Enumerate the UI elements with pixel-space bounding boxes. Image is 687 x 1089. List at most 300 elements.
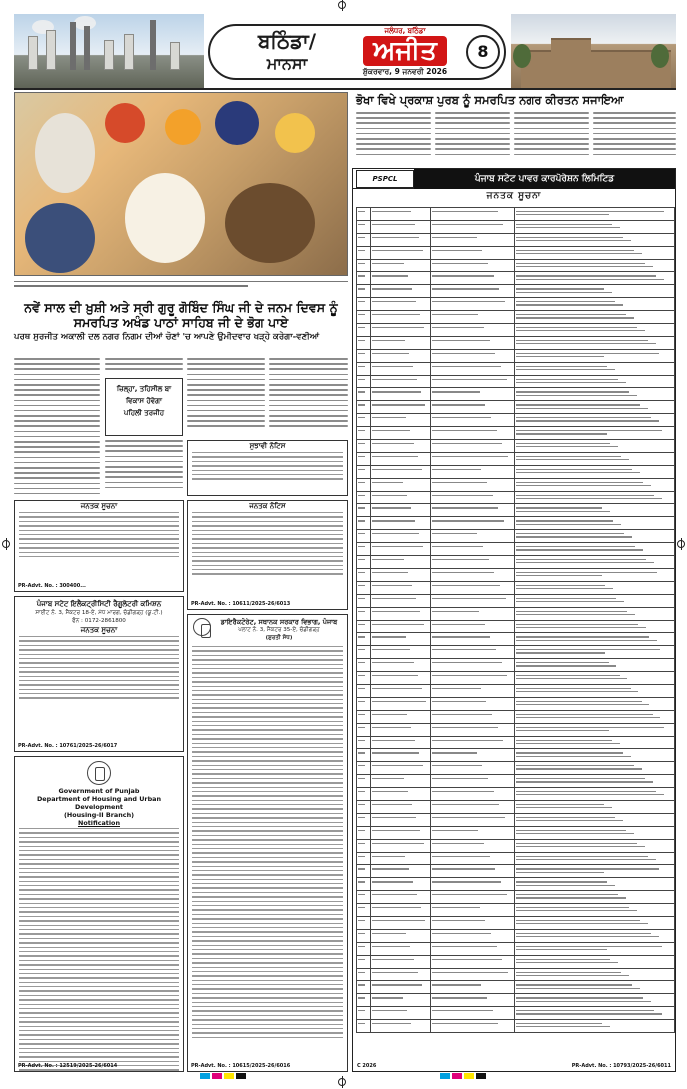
- pspcl-footer-left: C 2026: [357, 1063, 377, 1069]
- table-cell: [431, 607, 515, 620]
- table-cell: [357, 916, 371, 929]
- table-cell: [431, 568, 515, 581]
- table-row: [357, 672, 675, 685]
- table-cell: [431, 246, 515, 259]
- table-cell: [431, 800, 515, 813]
- table-cell: [357, 568, 371, 581]
- notice-title: ਜਨਤਕ ਸੂਚਨਾ: [80, 502, 118, 510]
- table-row: [357, 775, 675, 788]
- table-cell: [515, 904, 675, 917]
- table-cell: [371, 981, 431, 994]
- masthead: [14, 14, 676, 90]
- table-row: [357, 336, 675, 349]
- table-cell: [431, 440, 515, 453]
- table-cell: [431, 465, 515, 478]
- table-cell: [371, 259, 431, 272]
- table-cell: [371, 208, 431, 221]
- table-cell: [431, 891, 515, 904]
- table-cell: [515, 865, 675, 878]
- table-cell: [515, 955, 675, 968]
- table-cell: [357, 891, 371, 904]
- notice-title: ਸੁਝਾਵੀ ਨੋਟਿਸ: [249, 442, 286, 450]
- table-cell: [515, 775, 675, 788]
- table-row: [357, 349, 675, 362]
- article-column: [435, 112, 510, 164]
- brand-block: [350, 26, 460, 78]
- table-cell: [357, 942, 371, 955]
- table-cell: [515, 568, 675, 581]
- table-cell: [371, 414, 431, 427]
- table-cell: [371, 233, 431, 246]
- table-cell: [431, 543, 515, 556]
- table-cell: [357, 684, 371, 697]
- table-cell: [431, 388, 515, 401]
- table-cell: [515, 684, 675, 697]
- main-headline: ਨਵੇਂ ਸਾਲ ਦੀ ਖ਼ੁਸ਼ੀ ਅਤੇ ਸ੍ਰੀ ਗੁਰੂ ਗੋਬਿੰਦ ਸਿੰਘ ਜੀ ਦੇ ਜਨਮ ਦਿਵਸ ਨੂੰ ਸਮਰਪਿਤ ਅਖੰਡ ਪਾਠਾਂ ਸਾਹਿਬ ਜੀ ਦੇ ਭੋਗ ਪਾਏ: [24, 300, 338, 330]
- table-cell: [515, 800, 675, 813]
- table-cell: [371, 723, 431, 736]
- table-cell: [371, 633, 431, 646]
- table-cell: [431, 968, 515, 981]
- table-cell: [515, 375, 675, 388]
- table-cell: [515, 414, 675, 427]
- table-cell: [357, 878, 371, 891]
- table-cell: [371, 878, 431, 891]
- table-cell: [431, 904, 515, 917]
- table-cell: [371, 336, 431, 349]
- table-cell: [515, 478, 675, 491]
- table-row: [357, 388, 675, 401]
- table-row: [357, 1007, 675, 1020]
- table-cell: [371, 375, 431, 388]
- table-row: [357, 556, 675, 569]
- pull-quote-line: ਜ਼ਿਲ੍ਹਾ, ਤਹਿਸੀਲ ਬਾ: [116, 385, 172, 393]
- notice-advt-number: PR-Advt. No. : 10615/2025-26/6016: [191, 1063, 291, 1069]
- table-cell: [431, 517, 515, 530]
- table-cell: [371, 465, 431, 478]
- table-cell: [357, 749, 371, 762]
- table-cell: [515, 246, 675, 259]
- table-cell: [431, 646, 515, 659]
- table-cell: [515, 298, 675, 311]
- fort-photo: [511, 14, 676, 88]
- notice-title: (Housing-II Branch): [63, 811, 135, 819]
- table-cell: [371, 955, 431, 968]
- table-cell: [515, 581, 675, 594]
- table-cell: [431, 865, 515, 878]
- notice-advt-number: PR-Advt. No. : 300400...: [18, 583, 86, 589]
- table-row: [357, 414, 675, 427]
- table-cell: [515, 388, 675, 401]
- notice-title: ਡਾਇਰੈਕਟੋਰੇਟ, ਸਥਾਨਕ ਸਰਕਾਰ ਵਿਭਾਗ, ਪੰਜਾਬ: [220, 618, 338, 626]
- table-cell: [515, 788, 675, 801]
- table-cell: [515, 452, 675, 465]
- table-row: [357, 285, 675, 298]
- table-cell: [431, 452, 515, 465]
- notice-title: Notification: [77, 819, 120, 827]
- table-row: [357, 955, 675, 968]
- table-cell: [357, 375, 371, 388]
- table-cell: [431, 581, 515, 594]
- table-cell: [431, 620, 515, 633]
- table-cell: [371, 968, 431, 981]
- table-row: [357, 543, 675, 556]
- table-cell: [357, 865, 371, 878]
- table-row: [357, 865, 675, 878]
- table-cell: [431, 749, 515, 762]
- table-cell: [371, 607, 431, 620]
- article-column: [14, 358, 100, 498]
- edition-line-2: ਮਾਨਸਾ: [266, 54, 308, 73]
- table-cell: [371, 440, 431, 453]
- table-cell: [515, 633, 675, 646]
- table-row: [357, 929, 675, 942]
- table-cell: [357, 813, 371, 826]
- photo-caption: [14, 278, 348, 287]
- table-cell: [371, 1007, 431, 1020]
- table-cell: [371, 916, 431, 929]
- table-cell: [371, 452, 431, 465]
- masthead-title: [208, 24, 506, 80]
- table-cell: [357, 1007, 371, 1020]
- table-cell: [515, 620, 675, 633]
- table-row: [357, 491, 675, 504]
- table-row: [357, 878, 675, 891]
- table-cell: [431, 233, 515, 246]
- table-cell: [357, 556, 371, 569]
- tender-notice: [14, 500, 184, 592]
- table-cell: [357, 839, 371, 852]
- table-row: [357, 697, 675, 710]
- table-cell: [371, 568, 431, 581]
- table-row: [357, 220, 675, 233]
- table-cell: [357, 388, 371, 401]
- table-cell: [371, 620, 431, 633]
- table-cell: [515, 736, 675, 749]
- table-cell: [357, 788, 371, 801]
- page-number: 8: [466, 35, 500, 69]
- table-cell: [357, 929, 371, 942]
- table-row: [357, 208, 675, 221]
- table-cell: [371, 491, 431, 504]
- table-cell: [515, 543, 675, 556]
- table-cell: [371, 388, 431, 401]
- table-cell: [371, 362, 431, 375]
- table-cell: [515, 646, 675, 659]
- table-cell: [371, 839, 431, 852]
- table-cell: [357, 285, 371, 298]
- pull-quote-line: ਵਿਕਾਸ ਹੋਵੇਗਾ: [125, 397, 163, 405]
- table-cell: [431, 942, 515, 955]
- table-cell: [515, 440, 675, 453]
- table-cell: [515, 259, 675, 272]
- pspcl-logo: PSPCL: [356, 170, 414, 188]
- table-cell: [357, 220, 371, 233]
- table-cell: [515, 504, 675, 517]
- table-row: [357, 607, 675, 620]
- table-row: [357, 246, 675, 259]
- notice-title: ਪੰਜਾਬ ਸਟੇਟ ਇਲੈਕਟ੍ਰੀਸਿਟੀ ਰੈਗੂਲੇਟਰੀ ਕਮਿਸ਼ਨ: [36, 600, 162, 608]
- second-headline: ਪਰਥ ਸੁਰਜੀਤ ਅਕਾਲੀ ਦਲ ਨਗਰ ਨਿਗਮ ਦੀਆਂ ਚੋਣਾਂ 'ਚ ਆਪਣੇ ਉਮੀਦਵਾਰ ਖੜ੍ਹੇ ਕਰੇਗਾ-ਵਣੀਆਂ: [14, 332, 320, 342]
- thermal-plant-photo: [14, 14, 204, 88]
- table-cell: [357, 259, 371, 272]
- table-cell: [515, 723, 675, 736]
- table-row: [357, 504, 675, 517]
- table-cell: [515, 233, 675, 246]
- table-cell: [431, 723, 515, 736]
- table-row: [357, 659, 675, 672]
- table-cell: [357, 672, 371, 685]
- table-cell: [371, 775, 431, 788]
- table-cell: [515, 530, 675, 543]
- table-cell: [515, 672, 675, 685]
- table-row: [357, 233, 675, 246]
- table-cell: [431, 349, 515, 362]
- notice-address: ਪਲਾਟ ਨੰ. 3, ਸੈਕਟਰ 35-ਏ, ਚੰਡੀਗੜ੍ਹ: [238, 627, 320, 633]
- table-cell: [357, 543, 371, 556]
- table-row: [357, 259, 675, 272]
- table-cell: [357, 272, 371, 285]
- pspcl-footer-advt: PR-Advt. No. : 10793/2025-26/6011: [571, 1063, 671, 1069]
- table-cell: [431, 775, 515, 788]
- table-cell: [371, 736, 431, 749]
- table-cell: [431, 401, 515, 414]
- table-cell: [357, 659, 371, 672]
- pull-quote-line: ਪਹਿਲੀ ਤਰਜੀਹ: [123, 409, 165, 417]
- pspcl-header: [353, 169, 675, 189]
- table-cell: [371, 800, 431, 813]
- article-column: [105, 358, 183, 376]
- table-cell: [515, 324, 675, 337]
- table-row: [357, 826, 675, 839]
- table-cell: [431, 710, 515, 723]
- table-row: [357, 839, 675, 852]
- table-cell: [515, 762, 675, 775]
- table-cell: [515, 878, 675, 891]
- table-cell: [431, 259, 515, 272]
- table-cell: [371, 788, 431, 801]
- table-row: [357, 452, 675, 465]
- table-cell: [515, 427, 675, 440]
- table-cell: [371, 543, 431, 556]
- table-cell: [515, 813, 675, 826]
- table-cell: [371, 646, 431, 659]
- table-cell: [431, 220, 515, 233]
- notice-title: Government of Punjab: [58, 787, 140, 795]
- table-cell: [357, 414, 371, 427]
- table-cell: [515, 710, 675, 723]
- table-cell: [515, 272, 675, 285]
- table-cell: [515, 285, 675, 298]
- table-cell: [431, 478, 515, 491]
- table-cell: [431, 994, 515, 1007]
- table-row: [357, 478, 675, 491]
- notice-advt-number: PR-Advt. No. : 10761/2025-26/6017: [18, 743, 118, 749]
- notice-phone: ਫੋਨ : 0172-2861800: [72, 617, 126, 624]
- table-cell: [515, 517, 675, 530]
- table-row: [357, 1020, 675, 1033]
- table-row: [357, 646, 675, 659]
- table-row: [357, 800, 675, 813]
- table-cell: [431, 1020, 515, 1033]
- pspcl-name: ਪੰਜਾਬ ਸਟੇਟ ਪਾਵਰ ਕਾਰਪੋਰੇਸ਼ਨ ਲਿਮਿਟਿਡ: [414, 169, 675, 189]
- table-row: [357, 684, 675, 697]
- table-cell: [515, 556, 675, 569]
- table-cell: [431, 852, 515, 865]
- table-cell: [515, 891, 675, 904]
- table-cell: [431, 813, 515, 826]
- table-cell: [371, 762, 431, 775]
- table-cell: [515, 1007, 675, 1020]
- table-cell: [371, 504, 431, 517]
- table-cell: [371, 220, 431, 233]
- table-cell: [371, 594, 431, 607]
- table-row: [357, 891, 675, 904]
- table-cell: [431, 633, 515, 646]
- table-cell: [431, 839, 515, 852]
- table-row: [357, 298, 675, 311]
- notice-subtitle: ਜਨਤਕ ਸੂਚਨਾ: [80, 626, 118, 634]
- brand-city: ਜਲੰਧਰ, ਬਠਿੰਡਾ: [384, 27, 426, 35]
- table-cell: [431, 736, 515, 749]
- table-row: [357, 311, 675, 324]
- table-row: [357, 749, 675, 762]
- table-row: [357, 813, 675, 826]
- notice-title: ਜਨਤਕ ਨੋਟਿਸ: [249, 502, 286, 510]
- issue-date: ਸ਼ੁੱਕਰਵਾਰ, 9 ਜਨਵਰੀ 2026: [362, 67, 448, 76]
- table-cell: [371, 581, 431, 594]
- table-cell: [431, 955, 515, 968]
- table-cell: [357, 581, 371, 594]
- table-cell: [431, 285, 515, 298]
- table-cell: [515, 659, 675, 672]
- public-notice: [187, 500, 348, 610]
- table-cell: [515, 349, 675, 362]
- table-row: [357, 968, 675, 981]
- table-cell: [515, 968, 675, 981]
- table-cell: [371, 298, 431, 311]
- table-cell: [371, 826, 431, 839]
- pull-quote-box: [105, 378, 183, 436]
- table-cell: [371, 994, 431, 1007]
- notice-advt-number: PR-Advt. No. : 12519/2025-26/6014: [18, 1063, 118, 1069]
- table-cell: [371, 684, 431, 697]
- table-cell: [431, 659, 515, 672]
- table-cell: [431, 362, 515, 375]
- table-row: [357, 981, 675, 994]
- table-cell: [515, 994, 675, 1007]
- table-row: [357, 401, 675, 414]
- table-row: [357, 942, 675, 955]
- table-cell: [515, 852, 675, 865]
- table-cell: [431, 762, 515, 775]
- table-row: [357, 427, 675, 440]
- table-cell: [431, 504, 515, 517]
- notice-title: Department of Housing and Urban Development: [36, 795, 162, 811]
- table-cell: [515, 491, 675, 504]
- table-cell: [357, 349, 371, 362]
- table-cell: [515, 826, 675, 839]
- table-row: [357, 324, 675, 337]
- brand-logo: ਅਜੀਤ: [363, 36, 447, 66]
- table-cell: [357, 401, 371, 414]
- edition-name: [222, 29, 352, 75]
- table-cell: [371, 272, 431, 285]
- table-cell: [357, 697, 371, 710]
- table-cell: [357, 246, 371, 259]
- table-cell: [371, 710, 431, 723]
- table-cell: [515, 336, 675, 349]
- table-cell: [371, 517, 431, 530]
- table-cell: [515, 401, 675, 414]
- table-cell: [371, 865, 431, 878]
- table-cell: [515, 594, 675, 607]
- table-cell: [431, 375, 515, 388]
- table-cell: [357, 607, 371, 620]
- table-row: [357, 375, 675, 388]
- table-cell: [371, 311, 431, 324]
- table-cell: [431, 272, 515, 285]
- table-cell: [371, 852, 431, 865]
- table-cell: [357, 826, 371, 839]
- table-cell: [357, 427, 371, 440]
- table-row: [357, 594, 675, 607]
- table-row: [357, 272, 675, 285]
- local-govt-notice: [187, 614, 348, 1072]
- article-column: [187, 358, 265, 434]
- table-row: [357, 465, 675, 478]
- edition-line-1: ਬਠਿੰਡਾ/: [257, 29, 317, 53]
- table-cell: [357, 504, 371, 517]
- table-row: [357, 362, 675, 375]
- table-row: [357, 994, 675, 1007]
- table-cell: [371, 324, 431, 337]
- table-cell: [515, 362, 675, 375]
- table-row: [357, 904, 675, 917]
- right-headline: ਭੋਖਾ ਵਿਖੇ ਪ੍ਰਕਾਸ਼ ਪੁਰਬ ਨੂੰ ਸਮਰਪਿਤ ਨਗਰ ਕੀਰਤਨ ਸਜਾਇਆ: [356, 93, 624, 107]
- notice-subtitle: (ਸ਼ੁਰਤੀ ਸੋਧ): [265, 634, 293, 641]
- article-column: [105, 440, 183, 498]
- article-column: [356, 112, 431, 164]
- table-row: [357, 620, 675, 633]
- table-cell: [357, 736, 371, 749]
- table-cell: [357, 1020, 371, 1033]
- table-cell: [357, 775, 371, 788]
- table-cell: [357, 530, 371, 543]
- table-cell: [431, 298, 515, 311]
- table-cell: [431, 594, 515, 607]
- table-cell: [515, 1020, 675, 1033]
- table-cell: [431, 530, 515, 543]
- table-cell: [515, 749, 675, 762]
- table-cell: [357, 336, 371, 349]
- table-cell: [515, 208, 675, 221]
- table-cell: [431, 324, 515, 337]
- table-cell: [371, 672, 431, 685]
- table-cell: [431, 672, 515, 685]
- table-cell: [515, 607, 675, 620]
- notice-address: ਸਾਈਟ ਨੰ. 3, ਸੈਕਟਰ 18-ਏ, ਮੱਧ ਮਾਰਗ, ਚੰਡੀਗੜ੍ਹ (ਯੂ.ਟੀ.): [35, 610, 163, 616]
- table-cell: [357, 955, 371, 968]
- table-row: [357, 530, 675, 543]
- table-row: [357, 440, 675, 453]
- table-cell: [371, 749, 431, 762]
- table-row: [357, 581, 675, 594]
- table-cell: [431, 336, 515, 349]
- table-cell: [371, 556, 431, 569]
- table-cell: [357, 478, 371, 491]
- table-cell: [357, 440, 371, 453]
